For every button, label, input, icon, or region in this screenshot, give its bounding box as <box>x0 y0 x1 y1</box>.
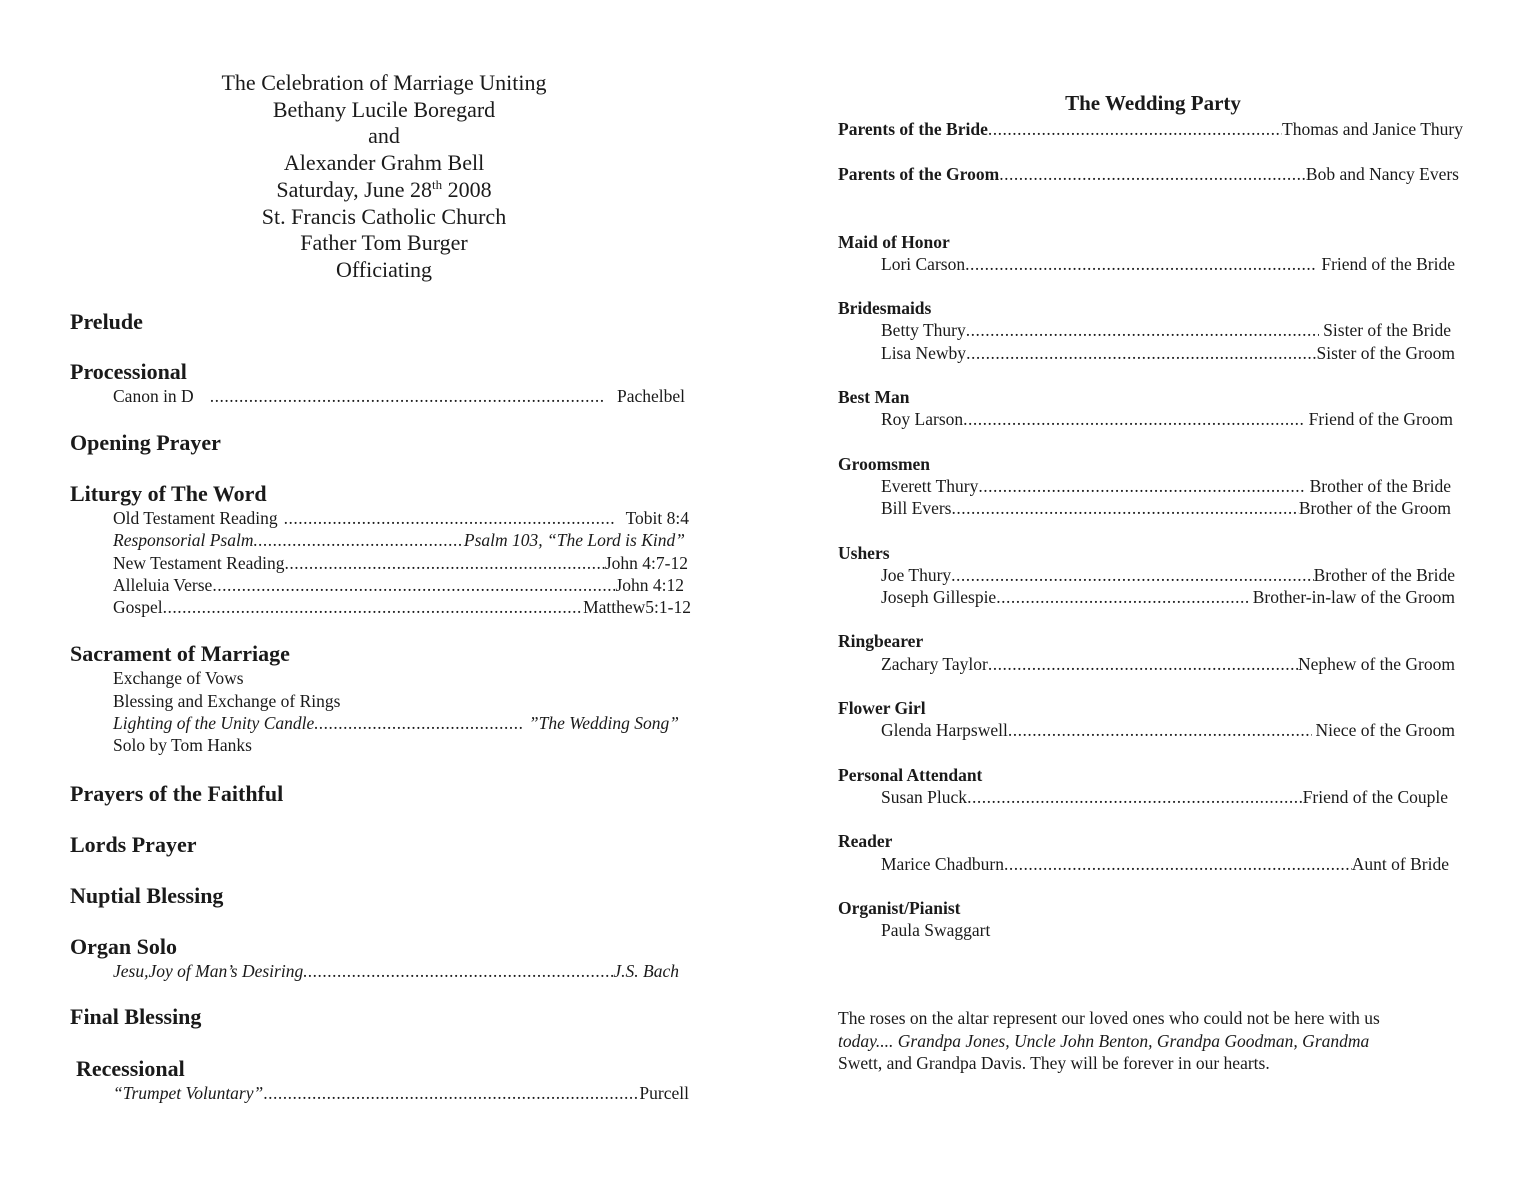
party-member: Everett Thury ..... Brother of the Bride <box>838 475 1451 497</box>
dot-leader <box>951 497 1298 519</box>
section-prayers-faithful: Prayers of the Faithful <box>70 780 284 806</box>
section-nuptial-blessing: Nuptial Blessing <box>70 882 224 908</box>
personal-attendant-label: Personal Attendant <box>838 764 983 785</box>
wedding-party-page <box>838 90 1468 1074</box>
ceremony-date: Saturday, June 28th 2008 <box>276 176 492 202</box>
dot-leader <box>951 564 1313 586</box>
ceremony-header <box>70 70 698 284</box>
party-member: Marice Chadburn ..... Aunt of Bride <box>838 853 1449 875</box>
dot-leader <box>163 596 584 618</box>
dot-leader <box>284 507 614 529</box>
party-member: Joe Thury ..... Brother of the Bride <box>838 564 1455 586</box>
maid-of-honor-label: Maid of Honor <box>838 231 950 252</box>
sacrament-item: Blessing and Exchange of Rings <box>113 690 341 711</box>
roses-dedication: The roses on the altar represent our loved ones who could not be here with us today.... Grandpa Jones, Uncle John Benton, Grandpa Goodman, Grandma Swett, and Grandpa Davis. They will be forever in our hearts. <box>838 1008 1380 1074</box>
section-organ-solo: Organ Solo <box>70 933 177 959</box>
liturgy-item: Old Testament Reading ..... Tobit 8:4 <box>113 507 689 529</box>
sacrament-item: Solo by Tom Hanks <box>113 735 252 756</box>
party-member: Roy Larson ..... Friend of the Groom <box>838 408 1453 430</box>
dot-leader <box>284 552 604 574</box>
sacrament-list <box>70 667 695 756</box>
parents-bride-row: Parents of the Bride ..... Thomas and Janice Thury <box>838 118 1463 140</box>
officiant-name: Father Tom Burger <box>300 230 468 256</box>
section-opening-prayer: Opening Prayer <box>70 429 221 455</box>
sacrament-item: Lighting of the Unity Candle ..... ”The Wedding Song” <box>113 712 679 734</box>
dot-leader <box>210 385 605 407</box>
dot-leader <box>965 253 1317 275</box>
dot-leader <box>966 342 1316 364</box>
dot-leader <box>212 574 615 596</box>
dot-leader <box>996 586 1248 608</box>
processional-item: Canon in D ..... Pachelbel <box>70 385 685 407</box>
party-member: Glenda Harpswell ..... Niece of the Groom <box>838 719 1455 741</box>
dot-leader <box>1008 719 1312 741</box>
dot-leader <box>254 529 464 551</box>
section-sacrament: Sacrament of Marriage <box>70 641 290 667</box>
party-member: Joseph Gillespie ..... Brother-in-law of the Groom <box>838 586 1455 608</box>
liturgy-item: New Testament Reading ..... John 4:7-12 <box>113 552 688 574</box>
flower-girl-label: Flower Girl <box>838 698 926 719</box>
section-recessional: Recessional <box>76 1055 185 1081</box>
dot-leader <box>963 408 1304 430</box>
liturgy-item: Gospel ..... Matthew5:1-12 <box>113 596 691 618</box>
party-member: Susan Pluck ..... Friend of the Couple <box>838 786 1448 808</box>
organist-name: Paula Swaggart <box>881 920 991 941</box>
party-member: Lori Carson ..... Friend of the Bride <box>838 253 1455 275</box>
groom-name: Alexander Grahm Bell <box>283 150 485 176</box>
section-liturgy: Liturgy of The Word <box>70 480 267 506</box>
ushers-label: Ushers <box>838 542 890 563</box>
section-prelude: Prelude <box>70 308 143 334</box>
section-final-blessing: Final Blessing <box>70 1003 202 1029</box>
church-name: St. Francis Catholic Church <box>261 203 507 229</box>
section-processional: Processional <box>70 358 187 384</box>
party-member: Bill Evers ..... Brother of the Groom <box>838 497 1451 519</box>
section-lords-prayer: Lords Prayer <box>70 831 197 857</box>
parents-groom-row: Parents of the Groom ..... Bob and Nancy Evers <box>838 163 1459 185</box>
dot-leader <box>999 163 1306 185</box>
header-line: The Celebration of Marriage Uniting <box>221 70 547 95</box>
dot-leader <box>978 475 1305 497</box>
dot-leader <box>966 319 1319 341</box>
dot-leader <box>263 1082 639 1104</box>
liturgy-item: Responsorial Psalm ..... Psalm 103, “The Lord is Kind” <box>113 529 685 551</box>
best-man-label: Best Man <box>838 387 910 408</box>
recessional-item: “Trumpet Voluntary” ..... Purcell <box>70 1082 689 1104</box>
header-and: and <box>368 123 400 149</box>
organ-solo-item: Jesu,Joy of Man’s Desiring ..... J.S. Bach <box>70 960 679 982</box>
liturgy-list <box>70 507 695 618</box>
dot-leader <box>988 653 1298 675</box>
liturgy-item: Alleluia Verse ..... John 4:12 <box>113 574 684 596</box>
dot-leader <box>1004 853 1352 875</box>
party-member: Betty Thury ..... Sister of the Bride <box>838 319 1451 341</box>
program-page <box>70 70 695 1104</box>
party-member: Zachary Taylor ..... Nephew of the Groom <box>838 653 1455 675</box>
sacrament-item: Exchange of Vows <box>113 668 244 689</box>
officiating-label: Officiating <box>335 256 433 282</box>
party-member: Lisa Newby ..... Sister of the Groom <box>838 342 1455 364</box>
bride-name: Bethany Lucile Boregard <box>272 96 496 122</box>
bridesmaids-label: Bridesmaids <box>838 298 932 319</box>
groomsmen-label: Groomsmen <box>838 453 931 474</box>
dot-leader <box>303 960 613 982</box>
organist-label: Organist/Pianist <box>838 897 961 918</box>
dot-leader <box>314 712 523 734</box>
wedding-party-title: The Wedding Party <box>1065 91 1241 115</box>
dot-leader <box>967 786 1303 808</box>
ringbearer-label: Ringbearer <box>838 631 924 652</box>
dot-leader <box>988 118 1282 140</box>
reader-label: Reader <box>838 831 893 852</box>
